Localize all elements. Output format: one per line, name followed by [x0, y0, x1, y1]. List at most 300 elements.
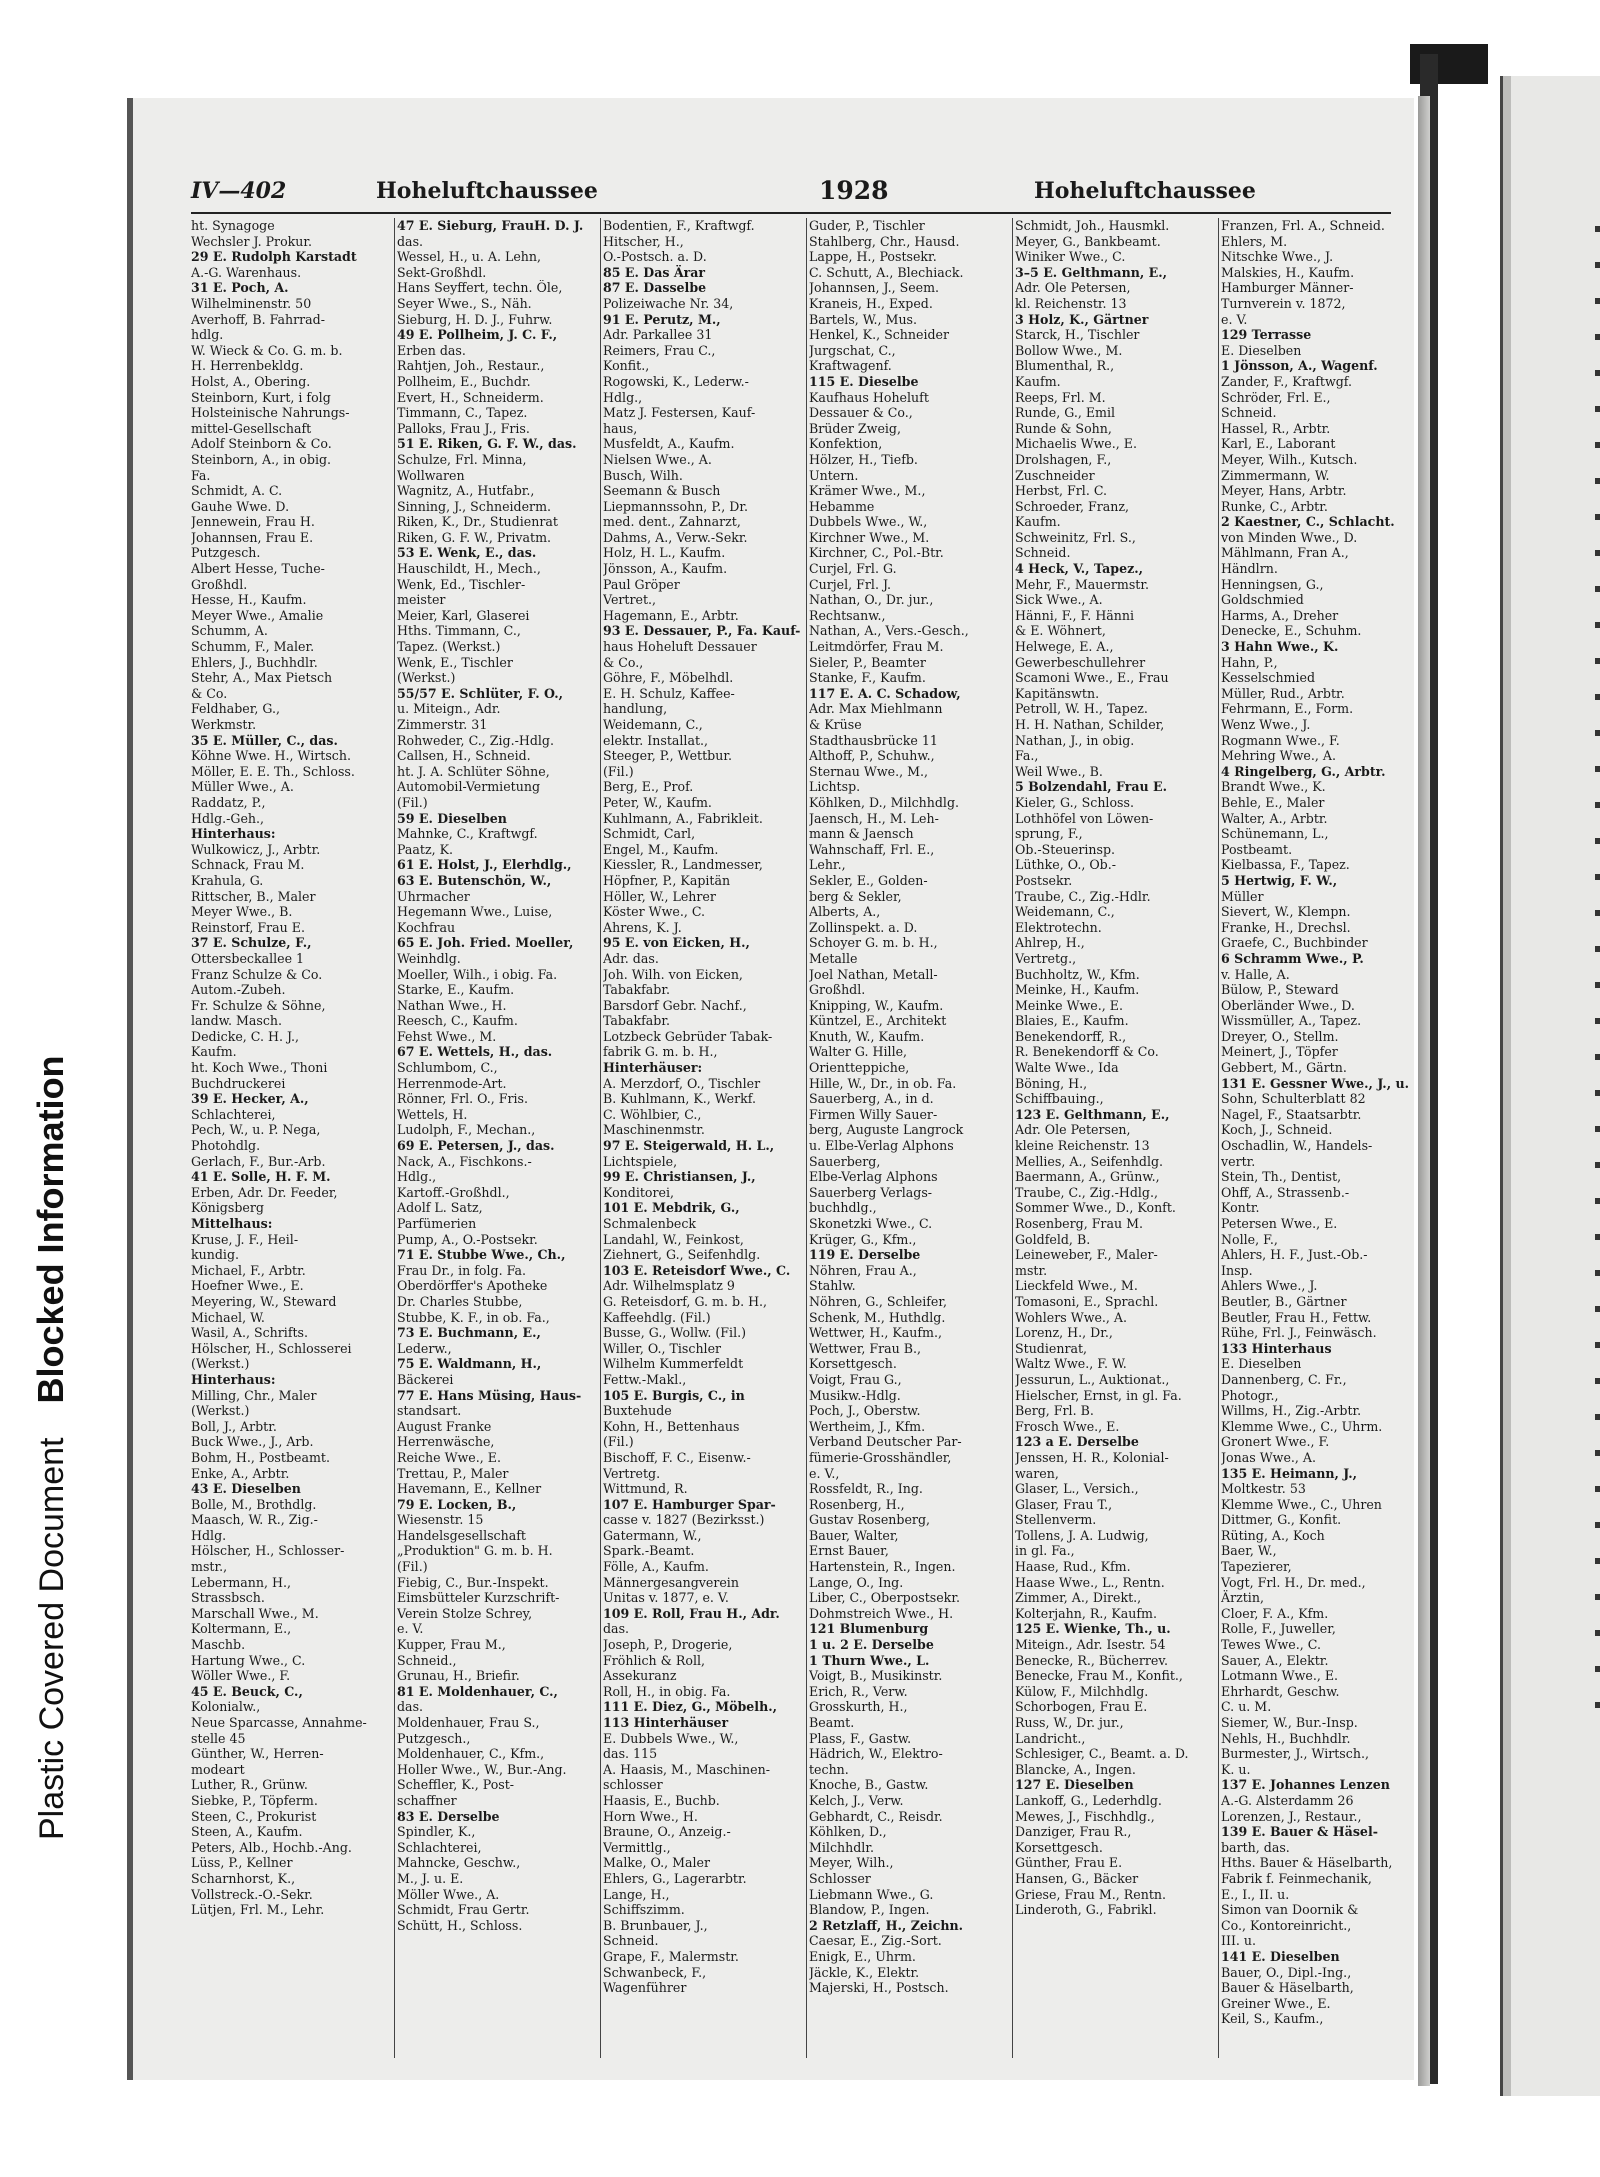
- directory-entry: ht. J. A. Schlüter Söhne,: [397, 763, 550, 779]
- directory-entry: 123 E. Gelthmann, E.,: [1015, 1106, 1170, 1122]
- directory-entry: 93 E. Dessauer, P., Fa. Kauf-: [603, 623, 801, 639]
- directory-entry: Starke, E., Kaufm.: [397, 982, 515, 998]
- directory-entry: Koch, J., Schneid.: [1221, 1122, 1333, 1138]
- directory-entry: (Fil.): [397, 1559, 428, 1575]
- directory-entry: handlung,: [603, 701, 668, 717]
- directory-entry: Kohn, H., Bettenhaus: [603, 1418, 740, 1434]
- directory-entry: Hansen, G., Bäcker: [1015, 1870, 1139, 1886]
- directory-entry: Malskies, H., Kaufm.: [1221, 264, 1355, 280]
- directory-entry: Blandow, P., Ingen.: [809, 1902, 930, 1918]
- directory-entry: Sauerberg, A., in d.: [809, 1091, 934, 1107]
- directory-entry: Ohff, A., Strassenb.-: [1221, 1184, 1350, 1200]
- directory-entry: Wettwer, H., Kaufm.,: [809, 1325, 942, 1341]
- directory-entry: Spindler, K.,: [397, 1824, 476, 1840]
- directory-entry: Adolf Steinborn & Co.: [191, 436, 332, 452]
- directory-entry: M., J. u. E.: [397, 1870, 464, 1886]
- directory-entry: Dr. Charles Stubbe,: [397, 1293, 523, 1309]
- directory-entry: Pech, W., u. P. Nega,: [191, 1122, 321, 1138]
- directory-entry: Tapezierer,: [1221, 1559, 1292, 1575]
- directory-entry: Kartoff.-Großhdl.,: [397, 1184, 510, 1200]
- side-label-text-1: Plastic Covered Document: [33, 1437, 71, 1840]
- column-divider: [806, 218, 807, 2058]
- directory-entry: 51 E. Riken, G. F. W., das.: [397, 436, 577, 452]
- directory-entry: Bollow Wwe., M.: [1015, 342, 1123, 358]
- directory-year: 1928: [819, 176, 889, 205]
- directory-entry: Wagenführer: [603, 1980, 687, 1996]
- directory-entry: Kupper, Frau M.,: [397, 1637, 506, 1653]
- directory-entry: v. Halle, A.: [1221, 966, 1290, 982]
- directory-entry: Hagemann, E., Arbtr.: [603, 607, 739, 623]
- directory-entry: Mewes, J., Fischhdlg.,: [1015, 1808, 1155, 1824]
- directory-entry: Burmester, J., Wirtsch.,: [1221, 1746, 1369, 1762]
- directory-entry: Nitschke Wwe., J.: [1221, 249, 1334, 265]
- directory-entry: & Krüse: [809, 717, 862, 732]
- directory-entry: Möller, E. E. Th., Schloss.: [191, 763, 355, 779]
- directory-entry: Rosenberg, Frau M.: [1015, 1216, 1143, 1231]
- directory-entry: Kontr.: [1221, 1200, 1260, 1216]
- directory-entry: Lieckfeld Wwe., M.: [1015, 1278, 1138, 1294]
- directory-entry: 4 Ringelberg, G., Arbtr.: [1221, 763, 1386, 779]
- directory-entry: Erich, R., Verw.: [809, 1683, 908, 1699]
- directory-entry: 113 Hinterhäuser: [603, 1715, 729, 1730]
- directory-entry: Parfümerien: [397, 1216, 477, 1231]
- directory-entry: Möller Wwe., A.: [397, 1886, 500, 1902]
- directory-entry: haus Hoheluft Dessauer: [603, 639, 757, 655]
- directory-entry: 133 Hinterhaus: [1221, 1340, 1332, 1356]
- directory-entry: Konfit.,: [603, 358, 650, 374]
- directory-entry: Bartels, W., Mus.: [809, 311, 918, 327]
- directory-entry: Althoff, P., Schuhw.,: [809, 748, 935, 764]
- directory-entry: Oschadlin, W., Handels-: [1221, 1138, 1373, 1154]
- directory-entry: Drolshagen, F.,: [1015, 451, 1112, 467]
- directory-entry: landw. Masch.: [191, 1013, 283, 1029]
- directory-entry: ht. Koch Wwe., Thoni: [191, 1060, 328, 1076]
- directory-entry: (Fil.): [603, 763, 634, 779]
- directory-entry: Weidemann, C.,: [1015, 904, 1115, 920]
- directory-entry: Siemer, W., Bur.-Insp.: [1221, 1715, 1358, 1730]
- directory-entry: 125 E. Wienke, Th., u.: [1015, 1621, 1171, 1637]
- directory-entry: Reimers, Frau C.,: [603, 342, 716, 358]
- directory-entry: schaffner: [397, 1792, 457, 1808]
- directory-entry: Mehr, F., Mauermstr.: [1015, 576, 1149, 592]
- directory-entry: Maschb.: [191, 1637, 246, 1653]
- directory-entry: Luther, R., Grünw.: [191, 1777, 308, 1793]
- directory-entry: Nolle, F.,: [1221, 1231, 1278, 1247]
- directory-entry: Nielsen Wwe., A.: [603, 451, 712, 467]
- directory-entry: Ehlers, M.: [1221, 233, 1288, 249]
- directory-entry: Meinke, H., Kaufm.: [1015, 982, 1140, 998]
- directory-entry: Pollheim, E., Buchdr.: [397, 373, 531, 389]
- directory-entry: 121 Blumenburg: [809, 1621, 929, 1637]
- directory-entry: Hths. Timmann, C.,: [397, 623, 521, 639]
- directory-entry: Rolle, F., Juweller,: [1221, 1621, 1336, 1637]
- directory-entry: Graefe, C., Buchbinder: [1221, 935, 1368, 951]
- directory-entry: berg, Auguste Langrock: [809, 1122, 964, 1138]
- directory-entry: Kuhlmann, A., Fabrikleit.: [603, 810, 763, 826]
- directory-entry: Kielbassa, F., Tapez.: [1221, 857, 1350, 873]
- directory-entry: kl. Reichenstr. 13: [1015, 295, 1127, 311]
- directory-entry: barth, das.: [1221, 1839, 1290, 1855]
- directory-entry: Nehls, H., Buchhdlr.: [1221, 1730, 1351, 1746]
- directory-entry: Jönsson, A., Kaufm.: [603, 561, 728, 577]
- directory-entry: 123 a E. Derselbe: [1015, 1434, 1139, 1450]
- directory-entry: Ärztin,: [1221, 1590, 1264, 1606]
- directory-entry: Sommer Wwe., D., Konft.: [1015, 1200, 1176, 1216]
- directory-entry: Poch, J., Oberstw.: [809, 1403, 921, 1419]
- directory-entry: das. 115: [603, 1746, 658, 1762]
- directory-entry: Holler Wwe., W., Bur.-Ang.: [397, 1761, 567, 1777]
- directory-entry: Baer, W.,: [1221, 1543, 1277, 1559]
- directory-entry: 61 E. Holst, J., Elerhdlg.,: [397, 857, 572, 873]
- directory-entry: Braune, O., Anzeig.-: [603, 1824, 731, 1840]
- directory-entry: Lehr.,: [809, 857, 846, 873]
- directory-entry: Steinborn, A., in obig.: [191, 451, 332, 467]
- directory-entry: Putzgesch.: [191, 545, 261, 561]
- directory-entry: hdlg.: [191, 327, 224, 343]
- directory-entry: Horn Wwe., H.: [603, 1808, 698, 1824]
- directory-entry: stelle 45: [191, 1730, 246, 1746]
- directory-entry: 2 Kaestner, C., Schlacht.: [1221, 514, 1395, 530]
- directory-entry: Hädrich, W., Elektro-: [809, 1746, 943, 1762]
- directory-entry: Wertheim, J., Kfm.: [809, 1418, 926, 1434]
- column-divider: [1012, 218, 1013, 2058]
- directory-entry: Steinborn, Kurt, i folg: [191, 389, 331, 405]
- directory-entry: Schütt, H., Schloss.: [397, 1917, 523, 1933]
- directory-entry: Wittmund, R.: [603, 1481, 688, 1497]
- directory-entry: Leineweber, F., Maler-: [1015, 1247, 1158, 1263]
- directory-entry: Nathan, J., in obig.: [1015, 732, 1135, 748]
- directory-entry: Wessel, H., u. A. Lehn,: [397, 249, 542, 265]
- directory-entry: Putzgesch.,: [397, 1730, 471, 1746]
- directory-entry: Köster Wwe., C.: [603, 904, 706, 920]
- directory-entry: berg & Sekler,: [809, 888, 902, 904]
- directory-entry: Kaufhaus Hoheluft: [809, 389, 929, 405]
- directory-entry: Russ, W., Dr. jur.,: [1015, 1715, 1124, 1730]
- directory-entry: Michaelis Wwe., E.: [1015, 436, 1137, 452]
- directory-entry: Bodentien, F., Kraftwgf.: [603, 218, 755, 233]
- directory-entry: Hartenstein, R., Ingen.: [809, 1559, 956, 1575]
- directory-entry: Stadthausbrücke 11: [809, 732, 938, 748]
- directory-entry: Fa.: [191, 467, 211, 483]
- directory-entry: Gebhardt, C., Reisdr.: [809, 1808, 943, 1824]
- directory-entry: Fiebig, C., Bur.-Inspekt.: [397, 1574, 549, 1590]
- directory-entry: Oberdörffer's Apotheke: [397, 1278, 548, 1294]
- directory-entry: Tabakfabr.: [603, 1013, 671, 1029]
- column-3: [603, 218, 803, 2058]
- directory-entry: kundig.: [191, 1247, 240, 1263]
- directory-entry: Knipping, W., Kaufm.: [809, 997, 944, 1013]
- directory-entry: 141 E. Dieselben: [1221, 1948, 1340, 1964]
- directory-entry: Holst, A., Obering.: [191, 373, 311, 389]
- directory-entry: 101 E. Mebdrik, G.,: [603, 1200, 740, 1216]
- directory-entry: Meinke Wwe., E.: [1015, 997, 1123, 1013]
- directory-entry: Wilhelm Kummerfeldt: [603, 1356, 744, 1372]
- directory-entry: Seemann & Busch: [603, 483, 721, 499]
- directory-entry: Fr. Schulze & Söhne,: [191, 997, 326, 1013]
- directory-entry: Buck Wwe., J., Arb.: [191, 1434, 314, 1450]
- directory-entry: 99 E. Christiansen, J.,: [603, 1169, 756, 1185]
- directory-entry: Frosch Wwe., E.: [1015, 1418, 1120, 1434]
- directory-entry: Pump, A., O.-Postsekr.: [397, 1231, 538, 1247]
- directory-entry: C. Wöhlbier, C.,: [603, 1106, 702, 1122]
- directory-entry: Petersen Wwe., E.: [1221, 1216, 1338, 1231]
- directory-entry: Blaies, E., Kaufm.: [1015, 1013, 1129, 1029]
- directory-entry: Krahula, G.: [191, 872, 264, 888]
- directory-entry: Erben, Adr. Dr. Feeder,: [191, 1184, 338, 1200]
- directory-entry: 2 Retzlaff, H., Zeichn.: [809, 1917, 964, 1933]
- directory-entry: Kirchner, C., Pol.-Btr.: [809, 545, 944, 561]
- directory-entry: Trettau, P., Maler: [397, 1465, 509, 1481]
- directory-entry: R. Benekendorff & Co.: [1015, 1044, 1159, 1060]
- directory-entry: Photohdlg.: [191, 1138, 261, 1154]
- directory-entry: Cloer, F. A., Kfm.: [1221, 1605, 1329, 1621]
- directory-entry: Brandt Wwe., K.: [1221, 779, 1326, 795]
- directory-entry: Hahn, P.,: [1221, 654, 1278, 670]
- directory-entry: elektr. Installat.,: [603, 732, 709, 748]
- directory-entry: Sekler, E., Golden-: [809, 872, 928, 888]
- directory-entry: Rittscher, B., Maler: [191, 888, 316, 904]
- directory-entry: Reesch, C., Kaufm.: [397, 1013, 518, 1029]
- directory-entry: Gronert Wwe., F.: [1221, 1434, 1330, 1450]
- directory-entry: Müller: [1221, 888, 1264, 904]
- directory-entry: Lorenzen, J., Restaur.,: [1221, 1808, 1362, 1824]
- directory-entry: Adr. Parkallee 31: [603, 327, 713, 343]
- directory-entry: 81 E. Moldenhauer, C.,: [397, 1683, 558, 1699]
- directory-entry: Paul Gröper: [603, 576, 680, 592]
- directory-entry: Schmidt, Frau Gertr.: [397, 1902, 530, 1918]
- directory-entry: Wettwer, Frau B.,: [809, 1340, 922, 1356]
- directory-entry: Engel, M., Kaufm.: [603, 841, 719, 857]
- facing-page-edge: [1500, 76, 1600, 2096]
- directory-entry: Herrenwäsche,: [397, 1434, 495, 1450]
- directory-entry: Wollwaren: [397, 467, 465, 483]
- directory-entry: Hinterhäuser:: [603, 1060, 703, 1076]
- directory-entry: Enke, A., Arbtr.: [191, 1465, 290, 1481]
- directory-entry: Fröhlich & Roll,: [603, 1652, 706, 1668]
- directory-entry: Schroeder, Franz,: [1015, 498, 1130, 514]
- directory-entry: Hölzer, H., Tiefb.: [809, 451, 918, 467]
- directory-entry: Ehrhardt, Geschw.: [1221, 1683, 1340, 1699]
- directory-entry: Vollstreck.-O.-Sekr.: [191, 1886, 313, 1902]
- directory-entry: Sievert, W., Klempn.: [1221, 904, 1351, 920]
- directory-entry: Metalle: [809, 950, 858, 966]
- directory-entry: Alberts, A.,: [809, 904, 881, 920]
- directory-entry: Schneid.: [1015, 545, 1071, 561]
- directory-entry: Milling, Chr., Maler: [191, 1387, 317, 1403]
- column-divider: [1218, 218, 1219, 2058]
- directory-entry: Werkmstr.: [191, 717, 257, 732]
- directory-entry: Sauerberg Verlags-: [809, 1184, 933, 1200]
- directory-entry: 1 u. 2 E. Derselbe: [809, 1637, 934, 1653]
- directory-entry: Lange, H.,: [603, 1886, 670, 1902]
- directory-entry: E. Dubbels Wwe., W.,: [603, 1730, 739, 1746]
- directory-entry: Plass, F., Gastw.: [809, 1730, 912, 1746]
- directory-entry: Reinstorf, Frau E.: [191, 919, 305, 935]
- directory-entry: Hinterhaus:: [191, 1371, 276, 1387]
- directory-entry: Jonas Wwe., A.: [1221, 1449, 1317, 1465]
- directory-entry: Busse, G., Wollw. (Fil.): [603, 1325, 747, 1341]
- directory-entry: Joel Nathan, Metall-: [809, 966, 938, 982]
- directory-entry: Nöhren, Frau A.,: [809, 1262, 917, 1278]
- directory-entry: Rohweder, C., Zig.-Hdlg.: [397, 732, 554, 748]
- directory-entry: 55/57 E. Schlüter, F. O.,: [397, 685, 564, 701]
- side-label: [0, 760, 71, 1840]
- directory-entry: Nagel, F., Staatsarbtr.: [1221, 1106, 1362, 1122]
- directory-entry: Wilhelminenstr. 50: [191, 295, 312, 311]
- directory-entry: Meinert, J., Töpfer: [1221, 1044, 1338, 1060]
- column-6: [1221, 218, 1421, 2058]
- directory-entry: Stanke, F., Kaufm.: [809, 670, 926, 686]
- directory-entry: Fehst Wwe., M.: [397, 1028, 497, 1044]
- directory-entry: Gewerbeschullehrer: [1015, 654, 1146, 670]
- directory-entry: Stellenverm.: [1015, 1512, 1097, 1528]
- directory-entry: Kaufm.: [1015, 514, 1061, 530]
- directory-entry: A.-G. Alsterdamm 26: [1221, 1792, 1354, 1808]
- directory-entry: Assekuranz: [603, 1668, 677, 1684]
- directory-entry: 107 E. Hamburger Spar-: [603, 1496, 776, 1512]
- directory-entry: Bauer & Häselbarth,: [1221, 1980, 1354, 1996]
- directory-entry: Linderoth, G., Fabrikl.: [1015, 1902, 1157, 1918]
- directory-entry: „Produktion" G. m. b. H.: [397, 1543, 553, 1559]
- directory-entry: Meyer, Wilh.,: [809, 1855, 894, 1871]
- directory-entry: Kochfrau: [397, 919, 456, 935]
- directory-entry: Lappe, H., Postsekr.: [809, 249, 937, 265]
- directory-entry: Postbeamt.: [1221, 841, 1293, 857]
- directory-entry: Lederw.,: [397, 1340, 452, 1356]
- directory-entry: Averhoff, B. Fahrrad-: [191, 311, 325, 327]
- directory-entry: Tewes Wwe., C.: [1221, 1637, 1321, 1653]
- directory-entry: Lothhöfel von Löwen-: [1015, 810, 1154, 826]
- directory-entry: 139 E. Bauer & Häsel-: [1221, 1824, 1378, 1840]
- column-4: [809, 218, 1009, 2058]
- directory-entry: Blancke, A., Ingen.: [1015, 1761, 1136, 1777]
- directory-entry: 91 E. Perutz, M.,: [603, 311, 721, 327]
- directory-entry: Herrenmode-Art.: [397, 1075, 507, 1091]
- directory-entry: Wenz Wwe., J.: [1221, 717, 1311, 732]
- directory-entry: Adr. das.: [603, 950, 659, 966]
- directory-entry: Waltz Wwe., F. W.: [1015, 1356, 1127, 1372]
- directory-entry: Schumm, F., Maler.: [191, 639, 315, 655]
- directory-entry: Lankoff, G., Lederhdlg.: [1015, 1792, 1162, 1808]
- directory-entry: Leitmdörfer, Frau M.: [809, 639, 944, 655]
- directory-entry: 87 E. Dasselbe: [603, 280, 707, 296]
- directory-entry: Schiffbauing.,: [1015, 1091, 1104, 1107]
- directory-entry: Hdlg.,: [397, 1169, 437, 1185]
- directory-entry: 137 E. Johannes Lenzen: [1221, 1777, 1390, 1793]
- directory-entry: schlosser: [603, 1777, 663, 1793]
- directory-entry: Sinning, J., Schneiderm.: [397, 498, 552, 514]
- directory-entry: Simon van Doornik &: [1221, 1902, 1359, 1918]
- directory-entry: Meier, Karl, Glaserei: [397, 607, 530, 623]
- directory-entry: vertr.: [1221, 1153, 1256, 1169]
- directory-entry: Lotzbeck Gebrüder Tabak-: [603, 1028, 773, 1044]
- directory-entry: Küntzel, E., Architekt: [809, 1013, 947, 1029]
- directory-entry: Lotmann Wwe., E.: [1221, 1668, 1339, 1684]
- directory-entry: Korsettgesch.: [1015, 1839, 1103, 1855]
- directory-entry: Buxtehude: [603, 1403, 672, 1419]
- directory-entry: E. Dieselben: [1221, 1356, 1302, 1372]
- directory-entry: Bolle, M., Brothdlg.: [191, 1496, 317, 1512]
- directory-entry: Danziger, Frau R.,: [1015, 1824, 1132, 1840]
- directory-entry: Schneid.: [1221, 405, 1277, 421]
- directory-entry: Klemme Wwe., C., Uhrm.: [1221, 1418, 1383, 1434]
- directory-entry: Rogowski, K., Lederw.-: [603, 373, 749, 389]
- directory-entry: Meyering, W., Steward: [191, 1293, 337, 1309]
- directory-entry: Strassbsch.: [191, 1590, 265, 1606]
- directory-entry: Knoche, B., Gastw.: [809, 1777, 929, 1793]
- directory-entry: Wohlers Wwe., A.: [1015, 1309, 1128, 1325]
- directory-entry: 1 Jönsson, A., Wagenf.: [1221, 358, 1378, 374]
- directory-entry: Grosskurth, H.,: [809, 1699, 908, 1715]
- column-divider: [394, 218, 395, 2058]
- directory-entry: Hielscher, Ernst, in gl. Fa.: [1015, 1387, 1182, 1403]
- directory-entry: Mahnke, C., Kraftwgf.: [397, 826, 538, 842]
- directory-entry: Busch, Wilh.: [603, 467, 683, 483]
- directory-entry: Klemme Wwe., C., Uhren: [1221, 1496, 1382, 1512]
- directory-entry: Haase, Rud., Kfm.: [1015, 1559, 1131, 1575]
- directory-entry: Palloks, Frau J., Fris.: [397, 420, 530, 436]
- directory-entry: Rühe, Frl. J., Feinwäsch.: [1221, 1325, 1377, 1341]
- directory-entry: Moeller, Wilh., i obig. Fa.: [397, 966, 558, 982]
- directory-entry: 59 E. Dieselben: [397, 810, 507, 826]
- directory-entry: Hartung Wwe., C.: [191, 1652, 306, 1668]
- directory-entry: & Co.: [191, 685, 228, 701]
- directory-entry: Schlosser: [809, 1870, 871, 1886]
- directory-entry: Hänni, F., F. Hänni: [1015, 607, 1135, 623]
- directory-entry: Benecke, Frau M., Konfit.,: [1015, 1668, 1183, 1684]
- directory-entry: Müller, Rud., Arbtr.: [1221, 685, 1345, 701]
- directory-entry: Hdlg.: [191, 1527, 227, 1543]
- directory-entry: buchhdlg.,: [809, 1200, 877, 1216]
- directory-entry: Gerlach, F., Bur.-Arb.: [191, 1153, 326, 1169]
- directory-entry: Krüger, G., Kfm.,: [809, 1231, 917, 1247]
- directory-entry: Walter, A., Arbtr.: [1221, 810, 1328, 826]
- directory-entry: Kaffeehdlg. (Fil.): [603, 1309, 711, 1325]
- directory-entry: Scharnhorst, K.,: [191, 1870, 296, 1886]
- directory-entry: Vogt, Frl. H., Dr. med.,: [1221, 1574, 1366, 1590]
- directory-entry: Sieburg, H. D. J., Fuhrw.: [397, 311, 553, 327]
- directory-entry: Verein Stolze Schrey,: [397, 1605, 533, 1621]
- directory-entry: Wagnitz, A., Hutfabr.,: [397, 483, 535, 499]
- directory-entry: Adr. Ole Petersen,: [1015, 1122, 1131, 1138]
- directory-entry: Adr. Max Miehlmann: [809, 701, 943, 717]
- directory-entry: kleine Reichenstr. 13: [1015, 1138, 1150, 1154]
- directory-entry: 3 Holz, K., Gärtner: [1015, 311, 1149, 327]
- directory-entry: Timmann, C., Tapez.: [397, 405, 528, 421]
- directory-entry: Hitscher, H.,: [603, 233, 684, 249]
- directory-entry: Tollens, J. A. Ludwig,: [1015, 1527, 1149, 1543]
- directory-entry: Stein, Th., Dentist,: [1221, 1169, 1342, 1185]
- directory-entry: Greiner Wwe., E.: [1221, 1995, 1331, 2011]
- directory-entry: 69 E. Petersen, J., das.: [397, 1138, 555, 1154]
- directory-entry: Jessurun, L., Auktionat.,: [1015, 1371, 1170, 1387]
- directory-entry: 85 E. Das Ärar: [603, 264, 706, 280]
- directory-entry: Schünemann, L.,: [1221, 826, 1329, 842]
- page-number: IV—402: [191, 178, 287, 204]
- directory-entry: Männergesangverein: [603, 1574, 739, 1590]
- directory-entry: Caesar, E., Zig.-Sort.: [809, 1933, 942, 1949]
- directory-entry: Wöller Wwe., F.: [191, 1668, 291, 1684]
- directory-entry: Unitas v. 1877, e. V.: [603, 1590, 729, 1606]
- directory-entry: Kiessler, R., Landmesser,: [603, 857, 763, 873]
- directory-entry: Petroll, W. H., Tapez.: [1015, 701, 1148, 717]
- directory-entry: Holz, H. L., Kaufm.: [603, 545, 726, 561]
- directory-entry: Turnverein v. 1872,: [1221, 295, 1346, 311]
- directory-entry: Krämer Wwe., M.,: [809, 483, 926, 499]
- directory-entry: Köhne Wwe. H., Wirtsch.: [191, 748, 351, 764]
- directory-entry: Ahlers, H. F., Just.-Ob.-: [1221, 1247, 1368, 1263]
- directory-entry: Schröder, Frl. E.,: [1221, 389, 1331, 405]
